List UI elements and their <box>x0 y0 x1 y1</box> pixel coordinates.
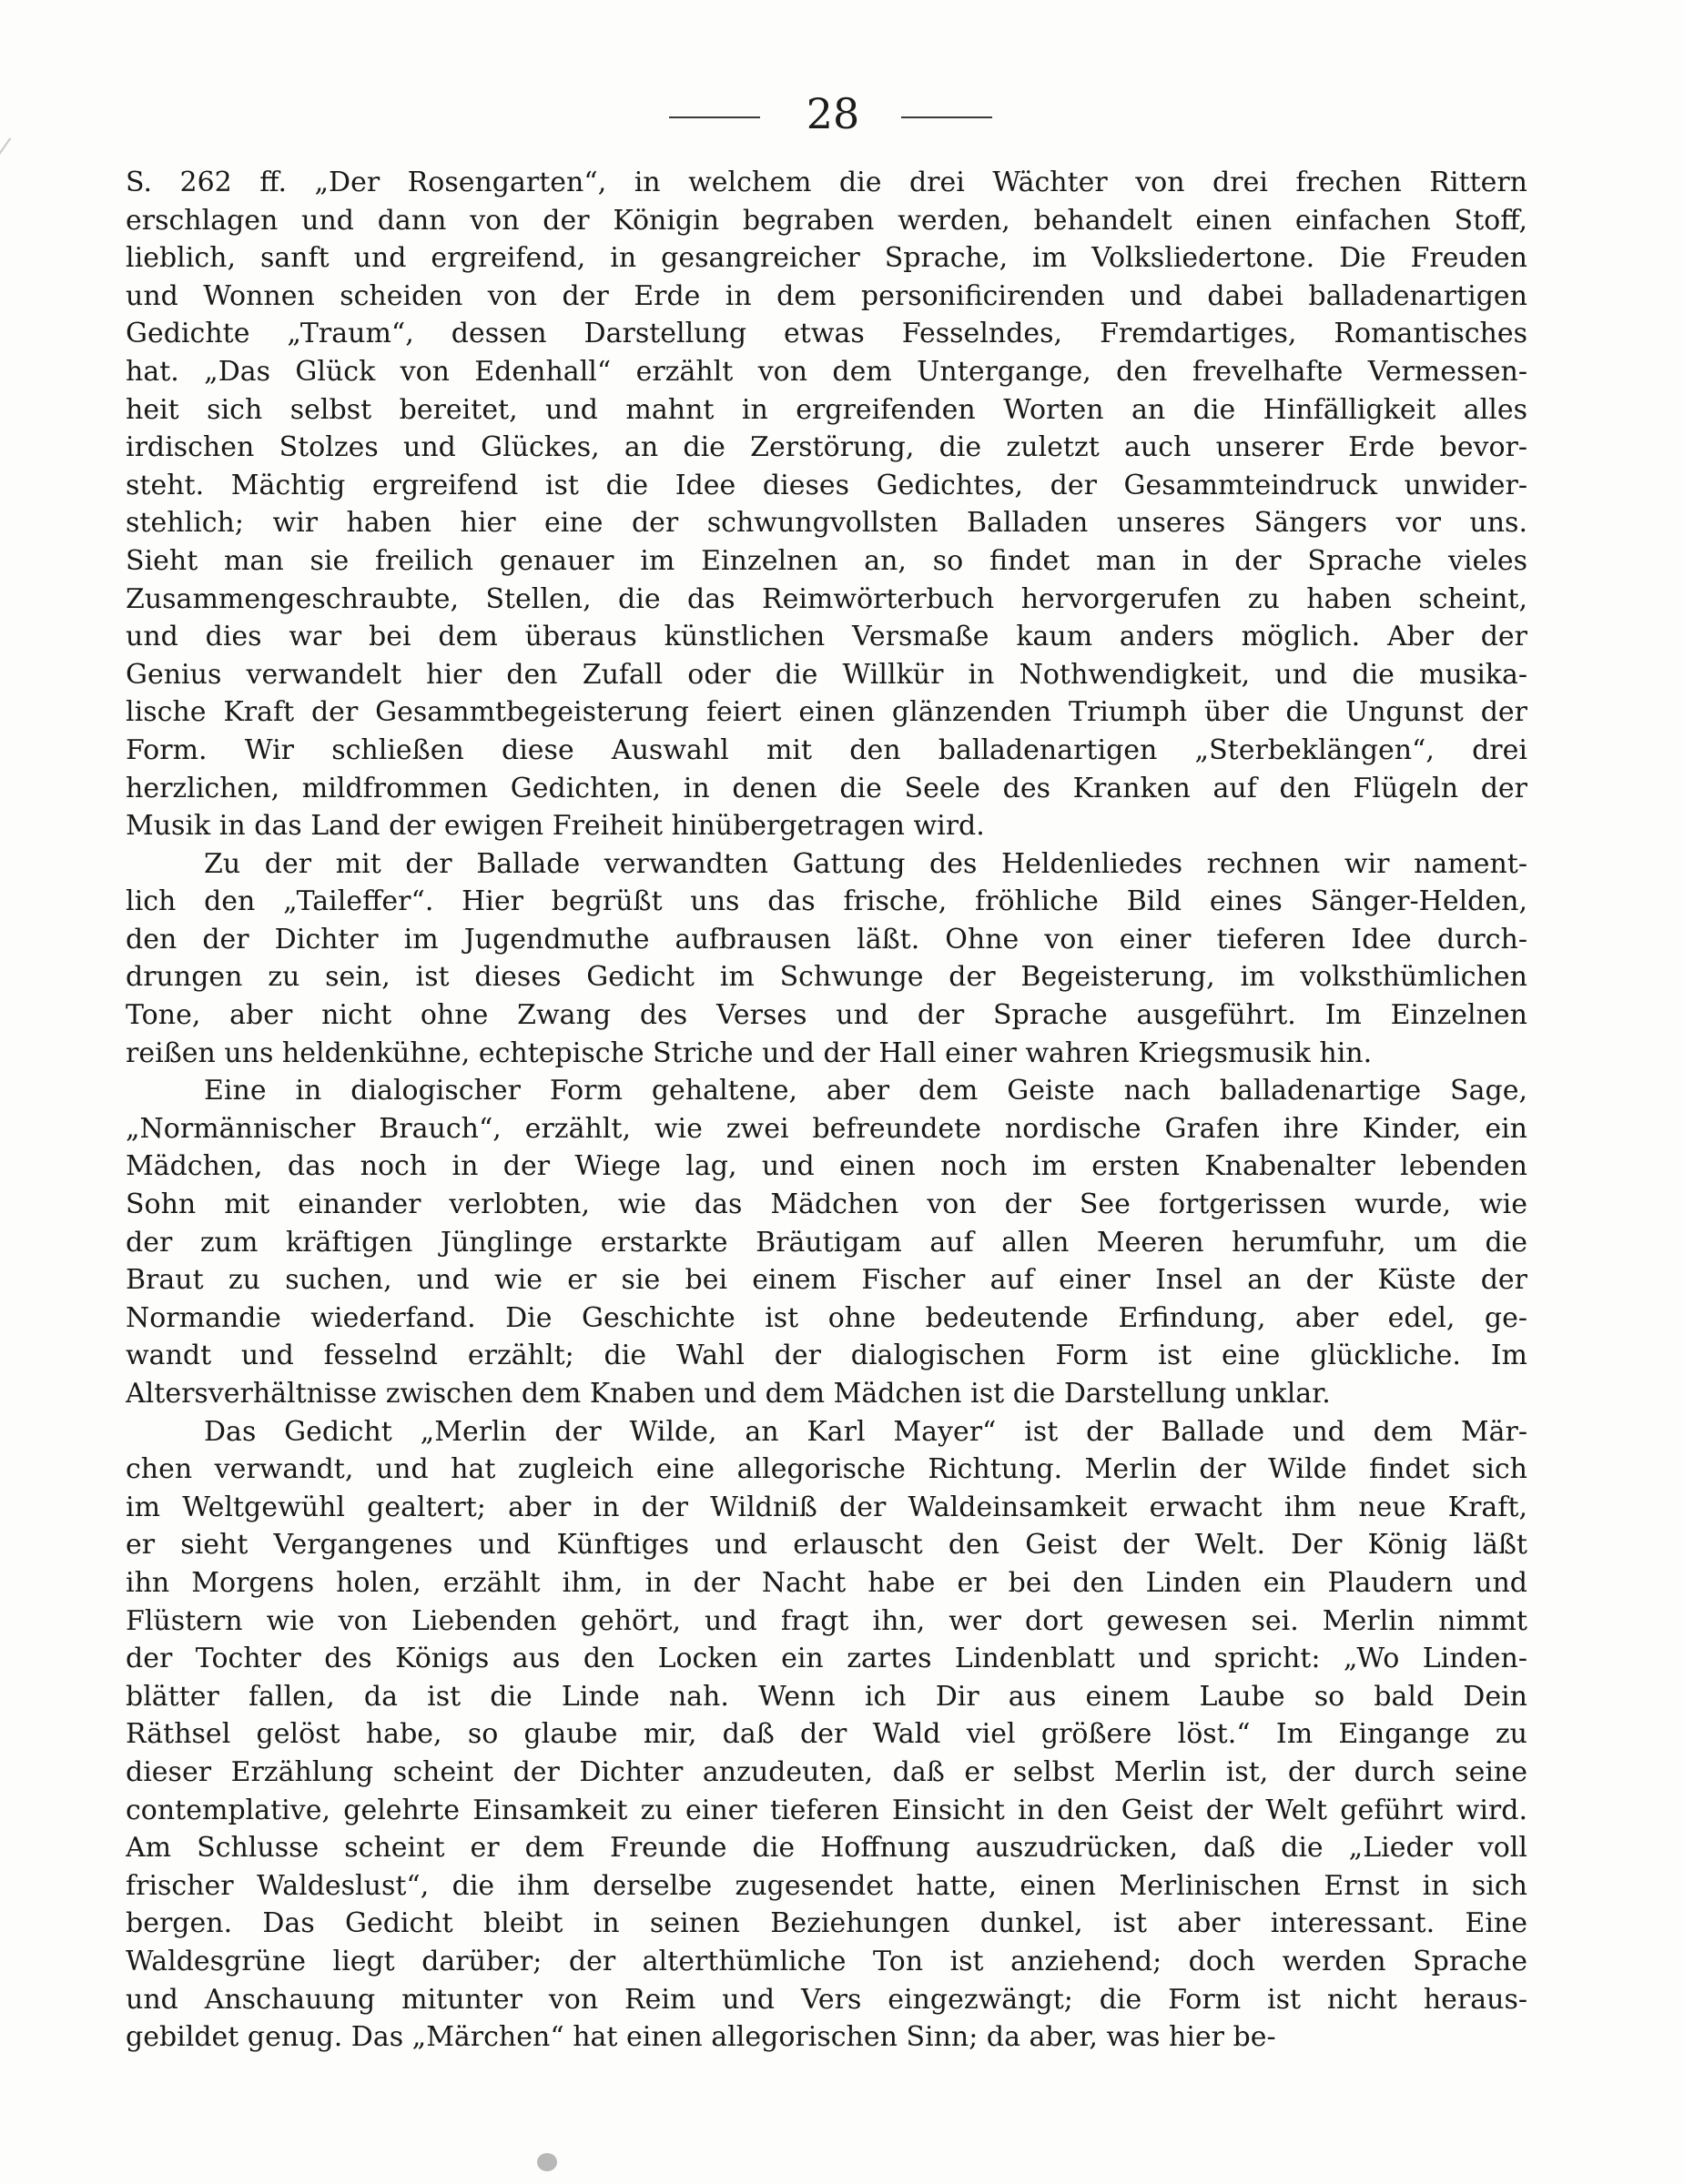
text-line: drungen zu sein, ist dieses Gedicht im Schwunge der Begeisterung, im volksthümlichen <box>126 961 1527 994</box>
text-line: Normandie wiederfand. Die Geschichte ist ohne bedeutende Erfindung, aber edel, ge- <box>126 1301 1527 1334</box>
text-line: lische Kraft der Gesammtbegeisterung feiert einen glänzenden Triumph über die Ungunst der <box>126 696 1527 729</box>
text-line: Flüstern wie von Liebenden gehört, und fragt ihn, wer dort gewesen sei. Merlin nimmt <box>126 1604 1527 1637</box>
text-line: lieblich, sanft und ergreifend, in gesangreicher Sprache, im Volksliedertone. Die Freuden <box>126 242 1527 275</box>
text-line: Gedichte „Traum“, dessen Darstellung etwas Fesselndes, Fremdartiges, Romantisches <box>126 318 1527 350</box>
text-line: ihn Morgens holen, erzählt ihm, in der Nacht habe er bei den Linden ein Plaudern und <box>126 1566 1527 1599</box>
text-line: Mädchen, das noch in der Wiege lag, und einen noch im ersten Knabenalter lebenden <box>126 1150 1527 1183</box>
text-line: S. 262 ff. „Der Rosengarten“, in welchem die drei Wächter von drei frechen Rittern <box>126 167 1527 198</box>
text-line: Sohn mit einander verlobten, wie das Mädchen von der See fortgerissen wurde, wie <box>126 1188 1527 1221</box>
text-line: Zusammengeschraubte, Stellen, die das Reimwörterbuch hervorgerufen zu haben scheint, <box>126 582 1527 615</box>
text-line: gebildet genug. Das „Märchen“ hat einen allegorischen Sinn; da aber, was hier be- <box>126 2021 1276 2054</box>
text-line: und Anschauung mitunter von Reim und Vers eingezwängt; die Form ist nicht heraus- <box>126 1983 1527 2016</box>
text-line: der zum kräftigen Jünglinge erstarkte Bräutigam auf allen Meeren herumfuhr, um die <box>126 1226 1527 1259</box>
text-line: Altersverhältnisse zwischen dem Knaben und dem Mädchen ist die Darstellung unklar. <box>126 1378 1331 1410</box>
text-line: den der Dichter im Jugendmuthe aufbrausen läßt. Ohne von einer tieferen Idee durch- <box>126 923 1527 956</box>
text-line: contemplative, gelehrte Einsamkeit zu einer tieferen Einsicht in den Geist der Welt geführt wird. <box>126 1794 1527 1826</box>
paragraph <box>126 1072 1527 1412</box>
text-line: im Weltgewühl gealtert; aber in der Wildniß der Waldeinsamkeit erwacht ihm neue Kraft, <box>126 1491 1527 1523</box>
text-line: Räthsel gelöst habe, so glaube mir, daß der Wald viel größere löst.“ Im Eingange zu <box>126 1718 1527 1751</box>
text-line: Zu der mit der Ballade verwandten Gattung des Heldenliedes rechnen wir nament- <box>204 847 1527 880</box>
text-line: Form. Wir schließen diese Auswahl mit den balladenartigen „Sterbeklängen“, drei <box>126 733 1527 766</box>
text-line: „Normännischer Brauch“, erzählt, wie zwei befreundete nordische Grafen ihre Kinder, ein <box>126 1112 1527 1145</box>
text-line: Das Gedicht „Merlin der Wilde, an Karl Mayer“ ist der Ballade und dem Mär- <box>204 1415 1527 1448</box>
text-line: Eine in dialogischer Form gehaltene, aber dem Geiste nach balladenartige Sage, <box>204 1075 1527 1107</box>
page-header <box>0 86 1684 141</box>
page-number: 28 <box>806 89 860 138</box>
text-line: Am Schlusse scheint er dem Freunde die Hoffnung auszudrücken, daß die „Lieder voll <box>126 1832 1527 1865</box>
paragraph <box>126 164 1527 845</box>
text-line: stehlich; wir haben hier eine der schwungvollsten Balladen unseres Sängers vor uns. <box>126 507 1527 540</box>
text-line: erschlagen und dann von der Königin begraben werden, behandelt einen einfachen Stoff, <box>126 204 1527 237</box>
text-line: hat. „Das Glück von Edenhall“ erzählt von dem Untergange, den frevelhafte Vermessen- <box>126 355 1527 388</box>
paragraph <box>126 845 1527 1073</box>
text-line: frischer Waldeslust“, die ihm derselbe zugesendet hatte, einen Merlinischen Ernst in sich <box>126 1869 1527 1902</box>
text-line: Tone, aber nicht ohne Zwang des Verses und der Sprache ausgeführt. Im Einzelnen <box>126 999 1527 1032</box>
text-line: heit sich selbst bereitet, und mahnt in ergreifenden Worten an die Hinfälligkeit alles <box>126 393 1527 426</box>
text-line: Sieht man sie freilich genauer im Einzelnen an, so findet man in der Sprache vieles <box>126 544 1527 577</box>
text-line: irdischen Stolzes und Glückes, an die Zerstörung, die zuletzt auch unserer Erde bevor- <box>126 431 1527 464</box>
text-line: chen verwandt, und hat zugleich eine allegorische Richtung. Merlin der Wilde findet sich <box>126 1453 1527 1486</box>
text-line: blätter fallen, da ist die Linde nah. Wenn ich Dir aus einem Laube so bald Dein <box>126 1680 1527 1713</box>
text-line: reißen uns heldenkühne, echtepische Striche und der Hall einer wahren Kriegsmusik hin. <box>126 1036 1373 1069</box>
text-line: und Wonnen scheiden von der Erde in dem personificirenden und dabei balladenartigen <box>126 279 1527 312</box>
text-line: herzlichen, mildfrommen Gedichten, in denen die Seele des Kranken auf den Flügeln der <box>126 772 1527 804</box>
text-line: steht. Mächtig ergreifend ist die Idee dieses Gedichtes, der Gesammteindruck unwider- <box>126 469 1527 501</box>
header-rule-right <box>901 116 992 118</box>
text-line: lich den „Taileffer“. Hier begrüßt uns das frische, fröhliche Bild eines Sänger-Helden, <box>126 885 1527 918</box>
paragraph <box>126 1413 1527 2057</box>
paper-speck <box>537 2153 557 2171</box>
text-line: wandt und fesselnd erzählt; die Wahl der dialogischen Form ist eine glückliche. Im <box>126 1340 1527 1372</box>
text-line: Genius verwandelt hier den Zufall oder die Willkür in Nothwendigkeit, und die musika- <box>126 658 1527 691</box>
text-line: bergen. Das Gedicht bleibt in seinen Beziehungen dunkel, ist aber interessant. Eine <box>126 1907 1527 1940</box>
text-line: Braut zu suchen, und wie er sie bei einem Fischer auf einer Insel an der Küste der <box>126 1264 1527 1297</box>
text-line: Waldesgrüne liegt darüber; der alterthümliche Ton ist anziehend; doch werden Sprache <box>126 1945 1527 1977</box>
text-line: Musik in das Land der ewigen Freiheit hinübergetragen wird. <box>126 810 985 843</box>
text-line: und dies war bei dem überaus künstlichen Versmaße kaum anders möglich. Aber der <box>126 621 1527 653</box>
body-text <box>126 164 1527 2057</box>
text-line: er sieht Vergangenes und Künftiges und erlauscht den Geist der Welt. Der König läßt <box>126 1529 1527 1562</box>
text-line: dieser Erzählung scheint der Dichter anzudeuten, daß er selbst Merlin ist, der durch seine <box>126 1755 1527 1788</box>
text-line: der Tochter des Königs aus den Locken ein zartes Lindenblatt und spricht: „Wo Linden- <box>126 1643 1527 1675</box>
header-rule-left <box>669 116 760 118</box>
